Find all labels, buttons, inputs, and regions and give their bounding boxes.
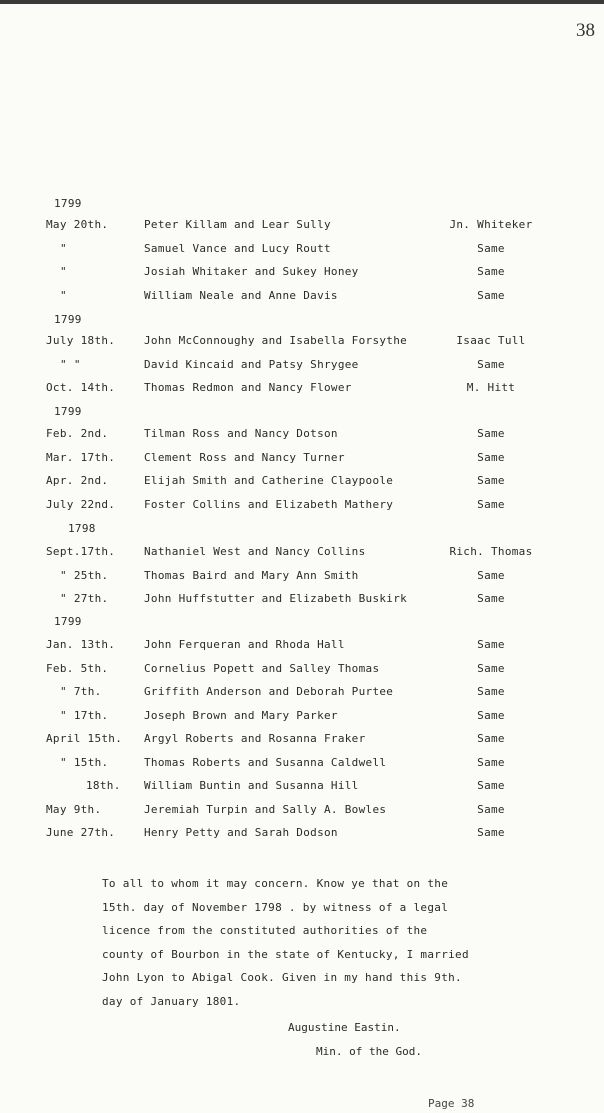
entry-date: July 22nd. [46,497,116,511]
entry-officiant: Same [477,288,505,302]
entry-officiant: Same [477,826,505,839]
entry-officiant: Same [477,592,505,605]
entry-date: " 17th. [60,708,109,722]
paragraph-line: licence from the constituted authorities of the [102,924,428,937]
entry-officiant: Same [477,638,505,651]
entry-date: Sept.17th. [46,545,116,558]
entry-officiant: Same [477,265,505,278]
entry-names: Jeremiah Turpin and Sally A. Bowles [144,802,387,816]
entry-date: Jan. 13th. [46,638,116,651]
entry-officiant: Same [477,474,505,487]
entry-date: " 27th. [60,592,109,605]
entry-date: " 7th. [60,685,102,698]
entry-date: " [60,241,67,255]
entry-officiant: Same [477,708,505,722]
entry-names: Thomas Redmon and Nancy Flower [144,381,352,394]
entry-officiant: Same [477,661,505,675]
year-heading: 1798 [68,522,96,535]
entry-names: Cornelius Popett and Salley Thomas [144,661,380,675]
entry-names: John McConnoughy and Isabella Forsythe [144,334,408,347]
paragraph-line: 15th. day of November 1798 . by witness of a legal [102,900,449,914]
entry-names: Peter Killam and Lear Sully [144,218,331,231]
signature-title: Min. of the God. [316,1045,422,1058]
entry-names: John Ferqueran and Rhoda Hall [144,638,345,651]
entry-officiant: Same [477,241,505,255]
paragraph-line: John Lyon to Abigal Cook. Given in my hand this 9th. [102,971,462,984]
entry-names: Thomas Roberts and Susanna Caldwell [144,755,387,769]
entry-officiant: Same [477,427,505,440]
entry-names: William Neale and Anne Davis [144,288,338,302]
entry-officiant: Isaac Tull [456,334,526,347]
entry-officiant: Same [477,755,505,769]
entry-names: Clement Ross and Nancy Turner [144,450,345,464]
entry-officiant: Same [477,685,505,698]
entry-officiant: Same [477,779,505,792]
entry-names: Elijah Smith and Catherine Claypoole [144,474,394,487]
entry-date: " [60,265,67,278]
year-heading: 1799 [54,313,82,326]
entry-date: " " [60,357,81,371]
entry-date: May 9th. [46,802,102,816]
entry-names: Nathaniel West and Nancy Collins [144,545,366,558]
entry-officiant: M. Hitt [466,381,516,394]
entry-officiant: Same [477,732,505,745]
entry-names: Tilman Ross and Nancy Dotson [144,427,338,440]
entry-date: April 15th. [46,732,123,745]
entry-date: " 15th. [60,755,109,769]
entry-officiant: Same [477,802,505,816]
paragraph-line: To all to whom it may concern. Know ye that on the [102,877,449,890]
entry-names: John Huffstutter and Elizabeth Buskirk [144,592,408,605]
entry-date: " 25th. [60,568,109,582]
year-heading: 1799 [54,615,82,628]
year-heading: 1799 [54,405,82,418]
entry-date: Oct. 14th. [46,381,116,394]
page-number: 38 [576,20,595,41]
entry-names: Foster Collins and Elizabeth Mathery [144,497,394,511]
paragraph-line: day of January 1801. [102,994,241,1008]
entry-names: Argyl Roberts and Rosanna Fraker [144,732,366,745]
entry-names: Joseph Brown and Mary Parker [144,708,338,722]
entry-date: May 20th. [46,218,109,231]
paragraph-line: county of Bourbon in the state of Kentucky, I married [102,947,469,961]
entry-date: 18th. [86,779,121,792]
entry-names: Samuel Vance and Lucy Routt [144,241,331,255]
entry-date: Apr. 2nd. [46,474,109,487]
entry-date: June 27th. [46,826,116,839]
year-heading: 1799 [54,197,82,210]
entry-date: Mar. 17th. [46,450,116,464]
entry-names: Josiah Whitaker and Sukey Honey [144,265,359,278]
entry-names: Henry Petty and Sarah Dodson [144,826,338,839]
entry-date: Feb. 2nd. [46,427,109,440]
entry-names: Thomas Baird and Mary Ann Smith [144,568,359,582]
entry-names: Griffith Anderson and Deborah Purtee [144,685,394,698]
entry-date: July 18th. [46,334,116,347]
entry-names: William Buntin and Susanna Hill [144,779,359,792]
entry-officiant: Same [477,357,505,371]
entry-officiant: Same [477,497,505,511]
signature-name: Augustine Eastin. [288,1021,401,1034]
entry-officiant: Jn. Whiteker [449,218,533,231]
entry-date: " [60,288,67,302]
certificate-paragraph [102,872,502,1013]
entry-date: Feb. 5th. [46,661,109,675]
scan-top-edge [0,0,604,4]
entry-officiant: Same [477,450,505,464]
entry-names: David Kincaid and Patsy Shrygee [144,357,359,371]
entry-officiant: Rich. Thomas [449,545,533,558]
entry-officiant: Same [477,568,505,582]
page-footer: Page 38 [428,1097,475,1110]
